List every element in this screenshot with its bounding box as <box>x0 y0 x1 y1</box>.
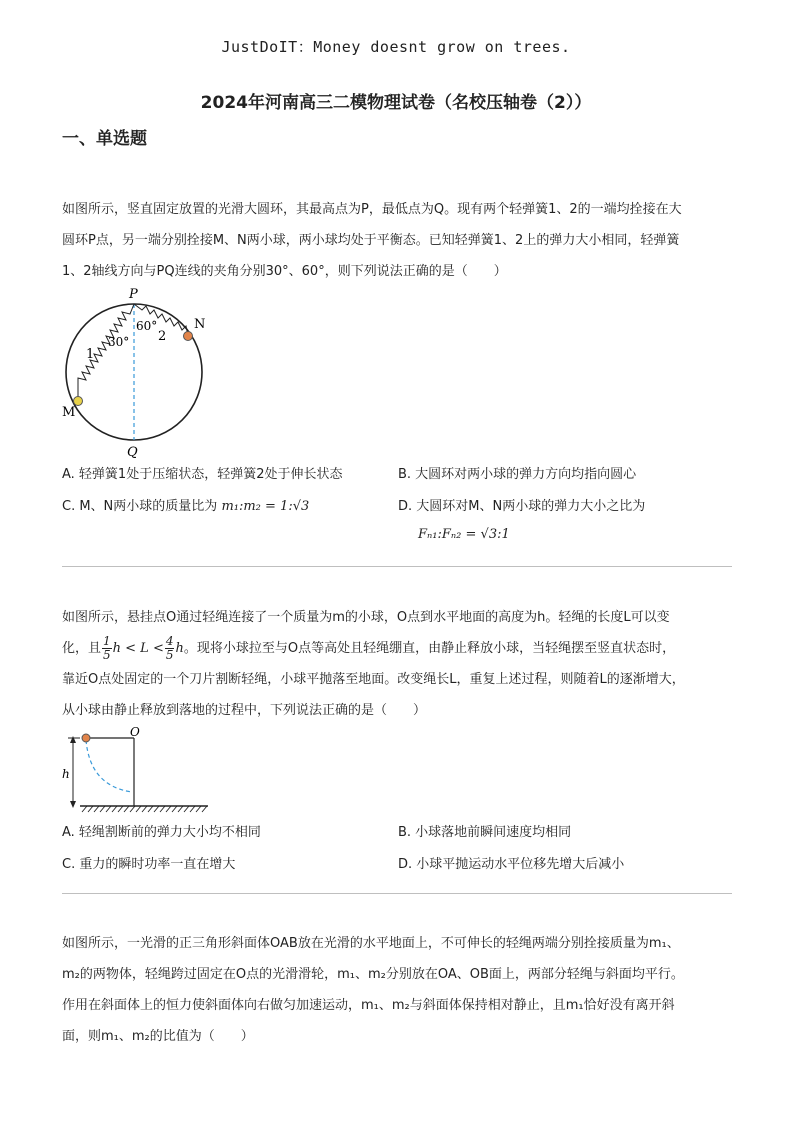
label-m: M <box>62 405 76 420</box>
q2-stem <box>62 602 730 726</box>
label-h: h <box>62 767 70 781</box>
label-p: P <box>129 287 138 302</box>
ball-n <box>184 332 193 341</box>
q1-option-d-math: Fₙ₁:Fₙ₂ = √3:1 <box>418 527 510 542</box>
q2-line: 如图所示，悬挂点O通过轻绳连接了一个质量为m的小球，O点到水平地面的高度为h。轻绳的长度L可以变 <box>62 610 670 625</box>
q1-option-a[interactable]: A. 轻弹簧1处于压缩状态，轻弹簧2处于伸长状态 <box>62 467 343 482</box>
option-c-math: m₁:m₂ = 1:√3 <box>221 499 310 514</box>
divider <box>62 566 732 567</box>
q1-option-b[interactable]: B. 大圆环对两小球的弹力方向均指向圆心 <box>398 467 637 482</box>
option-c-text: C. M、N两小球的质量比为 <box>62 499 218 514</box>
q1-figure <box>56 284 216 460</box>
q1-option-d[interactable]: D. 大圆环对M、N两小球的弹力大小之比为 <box>398 499 646 514</box>
label-q: Q <box>127 445 138 460</box>
q2-option-b[interactable]: B. 小球落地前瞬间速度均相同 <box>398 825 572 840</box>
q2-option-d[interactable]: D. 小球平抛运动水平位移先增大后减小 <box>398 857 625 872</box>
q2-line <box>62 633 730 664</box>
frac-den: 5 <box>103 648 111 662</box>
q3-line: m₂的两物体，轻绳跨过固定在O点的光滑滑轮，m₁、m₂分别放在OA、OB面上，两部分轻绳与斜面均平行。 <box>62 967 684 982</box>
ineq-end: h <box>175 641 184 656</box>
angle-30: 30° <box>108 335 130 349</box>
q2-line-part: 化，且 <box>62 641 102 656</box>
label-spring-1: 1 <box>86 347 95 362</box>
q2-option-c[interactable]: C. 重力的瞬时功率一直在增大 <box>62 857 236 872</box>
page-header: JustDoIT：Money doesnt grow on trees. <box>221 38 571 56</box>
fraction-4-5 <box>165 635 175 662</box>
ineq-mid: h < L < <box>112 641 164 656</box>
q2-line-part: 。现将小球拉至与O点等高处且轻绳绷直，由静止释放小球，当轻绳摆至竖直状态时， <box>183 641 676 656</box>
q2-figure <box>60 726 210 814</box>
q3-line: 面，则m₁、m₂的比值为（ ） <box>62 1029 254 1044</box>
arrow-down <box>70 801 76 808</box>
arrow-up <box>70 736 76 743</box>
frac-num: 1 <box>103 634 111 648</box>
q1-stem <box>62 194 730 287</box>
q2-line: 从小球由静止释放到落地的过程中，下列说法正确的是（ ） <box>62 703 427 718</box>
ball <box>82 734 90 742</box>
fraction-1-5 <box>102 635 112 662</box>
angle-60: 60° <box>136 319 158 333</box>
frac-den: 5 <box>165 648 174 662</box>
frac-num: 4 <box>165 634 174 648</box>
q3-line: 作用在斜面体上的恒力使斜面体向右做匀加速运动，m₁、m₂与斜面体保持相对静止，且m₁恰好没有离开斜 <box>62 998 675 1013</box>
q2-line: 靠近O点处固定的一个刀片割断轻绳，小球平抛落至地面。改变绳长L，重复上述过程，则随着L的逐渐增大， <box>62 672 685 687</box>
q1-line: 1、2轴线方向与PQ连线的夹角分别30°、60°，则下列说法正确的是（ ） <box>62 264 507 279</box>
q1-option-c[interactable] <box>62 495 309 514</box>
ground-hatch <box>82 806 207 812</box>
q3-line: 如图所示，一光滑的正三角形斜面体OAB放在光滑的水平地面上，不可伸长的轻绳两端分别拴接质量为m₁、 <box>62 936 680 951</box>
q3-stem <box>62 928 730 1052</box>
q2-option-a[interactable]: A. 轻绳割断前的弹力大小均不相同 <box>62 825 261 840</box>
section-title: 一、单选题 <box>62 129 147 149</box>
page-title: 2024年河南高三二模物理试卷（名校压轴卷（2）） <box>200 93 592 113</box>
label-spring-2: 2 <box>158 329 167 344</box>
label-o: O <box>130 726 140 739</box>
q1-line: 如图所示，竖直固定放置的光滑大圆环，其最高点为P，最低点为Q。现有两个轻弹簧1、2的一端均拴接在大 <box>62 202 682 217</box>
label-n: N <box>194 317 206 332</box>
divider <box>62 893 732 894</box>
swing-path <box>86 740 132 792</box>
q1-line: 圆环P点，另一端分别拴接M、N两小球，两小球均处于平衡态。已知轻弹簧1、2上的弹力大小相同，轻弹簧 <box>62 233 680 248</box>
